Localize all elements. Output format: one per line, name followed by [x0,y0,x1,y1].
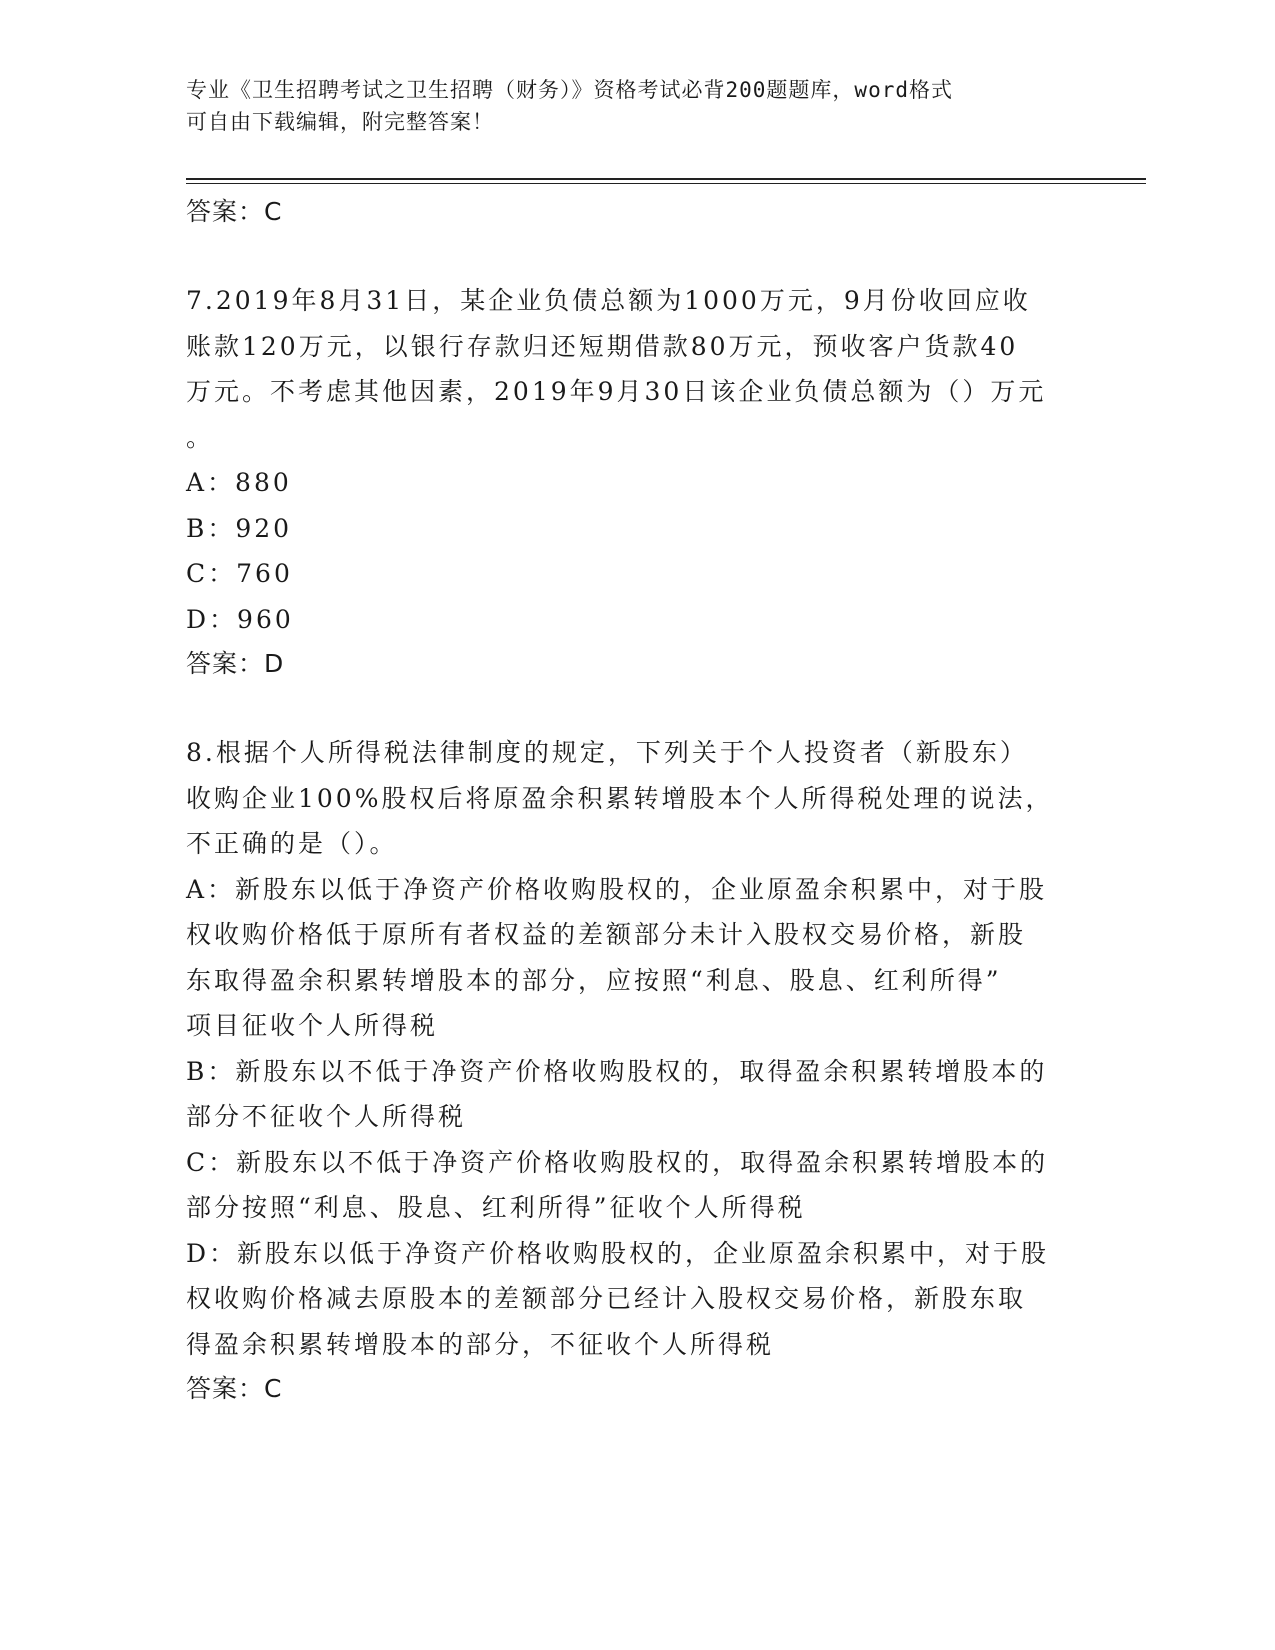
option-line: 权收购价格低于原所有者权益的差额部分未计入股权交易价格，新股 [186,920,1027,949]
question-8-option-d [186,1231,1086,1368]
option-line: 权收购价格减去原股本的差额部分已经计入股权交易价格，新股东取 [186,1284,1027,1313]
question-7-option-c: C：760 [186,559,293,588]
question-line: 不正确的是（）。 [186,829,398,858]
question-8-option-a [186,867,1086,1049]
question-7-option-a: A：880 [186,468,292,497]
header-rule-thin [186,183,1146,184]
header-line-2: 可自由下载编辑，附完整答案！ [186,110,494,134]
document-header [186,74,1086,138]
option-line: 东取得盈余积累转增股本的部分，应按照“利息、股息、红利所得” [186,965,1002,995]
option-line: A：新股东以低于净资产价格收购股权的，企业原盈余积累中，对于股 [186,874,1048,904]
document-body [186,190,1086,1411]
question-line: 账款120万元，以银行存款归还短期借款80万元，预收客户货款40 [186,331,1019,361]
question-line: 8.根据个人所得税法律制度的规定，下列关于个人投资者（新股东） [186,738,1028,767]
question-8-answer: 答案：C [186,1374,283,1403]
spacer [186,686,1086,730]
option-line: D：新股东以低于净资产价格收购股权的，企业原盈余积累中，对于股 [186,1238,1050,1268]
question-7 [186,278,1086,686]
option-line: 部分按照“利息、股息、红利所得”征收个人所得税 [186,1193,806,1222]
option-line: 项目征收个人所得税 [186,1011,439,1040]
question-line: 7.2019年8月31日，某企业负债总额为1000万元，9月份收回应收 [186,286,1031,315]
question-line: 收购企业100%股权后将原盈余积累转增股本个人所得税处理的说法， [186,783,1054,813]
question-8-option-b [186,1049,1086,1140]
question-line: 。 [186,422,215,452]
question-line: 万元。不考虑其他因素，2019年9月30日该企业负债总额为（）万元 [186,377,1047,406]
question-7-answer: 答案：D [186,649,285,678]
header-line-1: 专业《卫生招聘考试之卫生招聘（财务）》资格考试必背200题题库，word格式 [186,78,953,102]
question-7-option-b: B：920 [186,513,293,543]
question-7-option-d: D：960 [186,604,294,634]
question-8-text [186,730,1086,867]
header-rule-thick [186,178,1146,180]
option-line: 得盈余积累转增股本的部分，不征收个人所得税 [186,1329,775,1359]
spacer [186,234,1086,278]
question-8 [186,730,1086,1411]
option-line: B：新股东以不低于净资产价格收购股权的，取得盈余积累转增股本的 [186,1056,1048,1086]
question-8-option-c [186,1140,1086,1231]
previous-answer: 答案：C [186,197,283,226]
question-7-text [186,278,1086,460]
option-line: C：新股东以不低于净资产价格收购股权的，取得盈余积累转增股本的 [186,1147,1049,1177]
option-line: 部分不征收个人所得税 [186,1102,467,1131]
